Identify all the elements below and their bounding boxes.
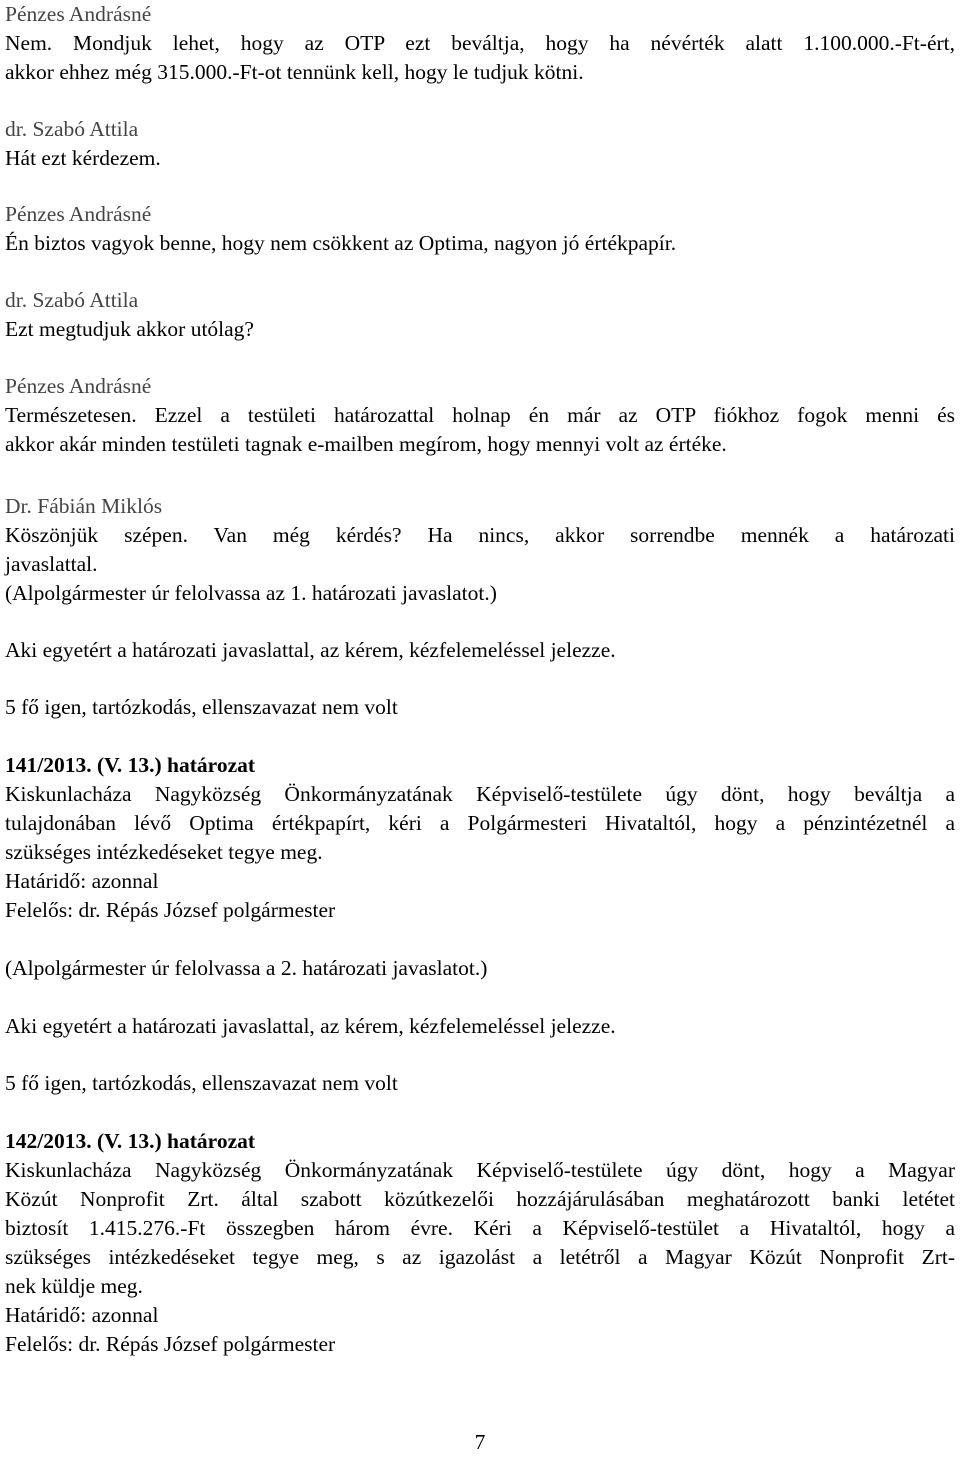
resolution-deadline: Határidő: azonnal: [5, 1303, 159, 1327]
dialogue-line: Köszönjük szépen. Van még kérdés? Ha nincs, akkor sorrendbe mennék a határozati: [5, 523, 955, 547]
vote-result-2: [5, 1069, 955, 1098]
resolution-number: 141/2013. (V. 13.) határozat: [5, 753, 256, 777]
resolution-line: biztosít 1.415.276.-Ft összegben három évre. Kéri a Képviselő-testület a Hivataltól, hogy a: [5, 1216, 955, 1240]
vote-request-1: [5, 636, 955, 665]
resolution-responsible: Felelős: dr. Répás József polgármester: [5, 1332, 336, 1356]
dialogue-line: Én biztos vagyok benne, hogy nem csökkent az Optima, nagyon jó értékpapír.: [5, 231, 677, 255]
stage-direction: (Alpolgármester úr felolvassa az 1. határozati javaslatot.): [5, 581, 497, 605]
speaker-name: Pénzes Andrásné: [5, 374, 152, 398]
dialogue-line: Hát ezt kérdezem.: [5, 146, 161, 170]
page-number: 7: [474, 1430, 486, 1454]
dialogue-line: akkor akár minden testületi tagnak e-mailben megírom, hogy mennyi volt az értéke.: [5, 432, 727, 456]
resolution-deadline: Határidő: azonnal: [5, 869, 159, 893]
vote-request-2: [5, 1012, 955, 1041]
vote-request-text: Aki egyetért a határozati javaslattal, az kérem, kézfelemeléssel jelezze.: [5, 638, 616, 662]
resolution-141: [5, 751, 955, 925]
dialogue-line: javaslattal.: [5, 552, 98, 576]
speaker-name: Pénzes Andrásné: [5, 202, 152, 226]
dialogue-block-3: [5, 200, 955, 258]
stage-direction-2: [5, 954, 955, 983]
dialogue-line: Természetesen. Ezzel a testületi határozattal holnap én már az OTP fiókhoz fogok menni és: [5, 403, 955, 427]
stage-direction: (Alpolgármester úr felolvassa a 2. határozati javaslatot.): [5, 956, 488, 980]
dialogue-block-6: [5, 492, 955, 608]
vote-result-1: [5, 693, 955, 722]
resolution-line: Kiskunlacháza Nagyközség Önkormányzatának Képviselő-testülete úgy dönt, hogy beváltja a: [5, 782, 955, 806]
speaker-name: Pénzes Andrásné: [5, 2, 152, 26]
dialogue-block-5: [5, 372, 955, 459]
resolution-142: [5, 1127, 955, 1359]
vote-result-text: 5 fő igen, tartózkodás, ellenszavazat nem volt: [5, 1071, 398, 1095]
speaker-name: Dr. Fábián Miklós: [5, 494, 163, 518]
speaker-name: dr. Szabó Attila: [5, 117, 139, 141]
dialogue-line: akkor ehhez még 315.000.-Ft-ot tennünk kell, hogy le tudjuk kötni.: [5, 60, 584, 84]
dialogue-line: Nem. Mondjuk lehet, hogy az OTP ezt beváltja, hogy ha névérték alatt 1.100.000.-Ft-ért,: [5, 31, 955, 55]
resolution-line: szükséges intézkedéseket tegye meg, s az igazolást a letétről a Magyar Közút Nonprofit Zrt-: [5, 1245, 955, 1269]
dialogue-line: Ezt megtudjuk akkor utólag?: [5, 317, 254, 341]
resolution-line: Közút Nonprofit Zrt. által szabott közútkezelői hozzájárulásában meghatározott banki letétet: [5, 1187, 955, 1211]
resolution-line: Kiskunlacháza Nagyközség Önkormányzatának Képviselő-testülete úgy dönt, hogy a Magyar: [5, 1158, 955, 1182]
resolution-line: szükséges intézkedéseket tegye meg.: [5, 840, 323, 864]
dialogue-block-1: [5, 0, 955, 87]
dialogue-block-2: [5, 115, 955, 173]
vote-request-text: Aki egyetért a határozati javaslattal, az kérem, kézfelemeléssel jelezze.: [5, 1014, 616, 1038]
speaker-name: dr. Szabó Attila: [5, 288, 139, 312]
resolution-number: 142/2013. (V. 13.) határozat: [5, 1129, 256, 1153]
resolution-line: nek küldje meg.: [5, 1274, 143, 1298]
dialogue-block-4: [5, 286, 955, 344]
resolution-responsible: Felelős: dr. Répás József polgármester: [5, 898, 336, 922]
resolution-line: tulajdonában lévő Optima értékpapírt, kéri a Polgármesteri Hivataltól, hogy a pénzintézetnél a: [5, 811, 955, 835]
vote-result-text: 5 fő igen, tartózkodás, ellenszavazat nem volt: [5, 695, 398, 719]
